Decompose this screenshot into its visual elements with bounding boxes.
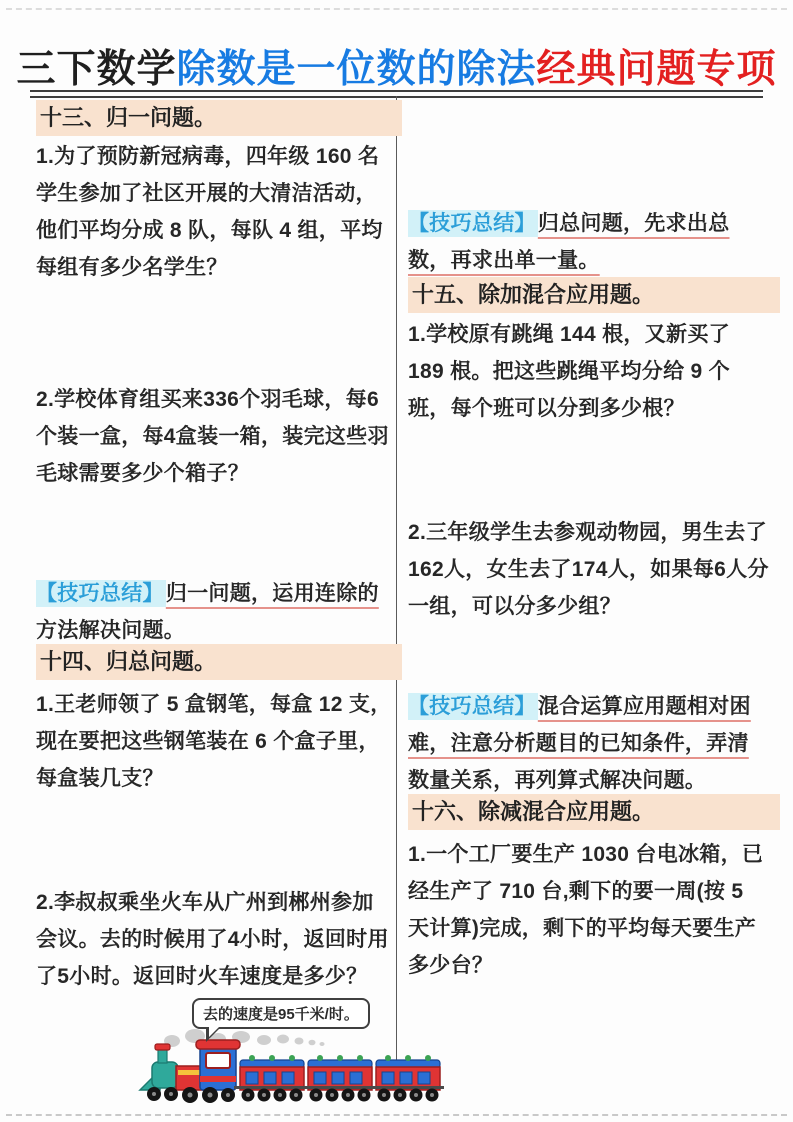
section-header-15: 十五、除加混合应用题。	[408, 277, 780, 313]
page-title	[0, 38, 793, 94]
train-smoke	[164, 1029, 325, 1047]
problem-16-1: 1.一个工厂要生产 1030 台电冰箱，已经生产了 710 台,剩下的要一周(按 5 天计算)完成，剩下的平均每天要生产多少台？	[408, 843, 764, 977]
tips-13	[36, 575, 392, 649]
title-part-red: 经典问题专项	[536, 48, 777, 91]
tips-15-label: 【技巧总结】	[408, 695, 536, 718]
tips-14-label: 【技巧总结】	[408, 212, 536, 235]
tips-13-text: 归一问题，运用连除的方法解决问题。	[36, 582, 379, 642]
problem-14-2: 2.李叔叔乘坐火车从广州到郴州参加会议。去的时候用了4小时，返回时用了5小时。返回时火车速度是多少？	[36, 891, 389, 988]
section-header-14: 十四、归总问题。	[36, 644, 402, 680]
column-divider	[396, 96, 397, 1086]
train-illustration	[138, 1026, 448, 1106]
tips-15-text: 混合运算应用题相对困难，注意分析题目的已知条件，弄清数量关系，再列算式解决问题。	[408, 695, 751, 792]
problem-15-2: 2.三年级学生去参观动物园，男生去了162人，女生去了174人，如果每6人分一组，可以分多少组？	[408, 521, 769, 618]
tips-14-text: 归总问题，先求出总数，再求出单一量。	[408, 212, 730, 272]
problem-14-1: 1.王老师领了 5 盒钢笔，每盒 12 支，现在要把这些钢笔装在 6 个盒子里，每盒装几支？	[36, 693, 392, 790]
bottom-dashed-rule	[6, 1114, 787, 1116]
tips-15	[408, 688, 770, 799]
title-part-blue: 除数是一位数的除法	[176, 48, 537, 91]
top-dashed-rule	[6, 8, 787, 10]
problem-15-1: 1.学校原有跳绳 144 根，又新买了 189 根。把这些跳绳平均分给 9 个班，每个班可以分到多少根？	[408, 323, 730, 420]
title-part-black: 三下数学	[16, 48, 177, 91]
problem-13-1: 1.为了预防新冠病毒，四年级 160 名学生参加了社区开展的大清洁活动，他们平均分成 8 队，每队 4 组，平均每组有多少名学生？	[36, 145, 383, 279]
train-speech-bubble: 去的速度是95千米/时。	[192, 998, 370, 1029]
section-header-16: 十六、除减混合应用题。	[408, 794, 780, 830]
tips-13-label: 【技巧总结】	[36, 582, 164, 605]
section-header-13: 十三、归一问题。	[36, 100, 402, 136]
train-cars	[234, 1055, 444, 1090]
problem-13-2: 2.学校体育组买来336个羽毛球，每6个装一盒，每4盒装一箱，装完这些羽毛球需要多少个箱子？	[36, 388, 389, 485]
train-locomotive	[140, 1040, 240, 1090]
tips-14	[408, 205, 770, 279]
